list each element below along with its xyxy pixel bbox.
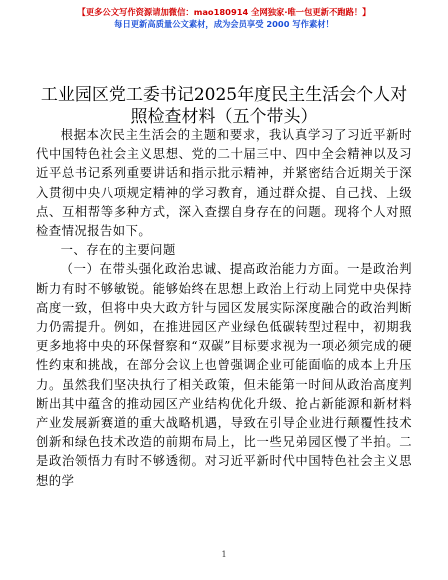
section-heading: 一、存在的主要问题 — [60, 243, 176, 258]
document-title: 工业园区党工委书记2025年度民主生活会个人对照检查材料（五个带头） — [40, 85, 408, 127]
promo-line-blue: 每日更新高质量公文素材，成为会员享受 2000 写作素材！ — [114, 19, 334, 29]
promo-banner — [0, 6, 448, 30]
document-body — [36, 126, 412, 491]
page-number: 1 — [221, 550, 227, 559]
body-paragraph: （一）在带头强化政治忠诚、提高政治能力方面。一是政治判断力有时不够敏锐。能够始终在思想上政治上行动上同党中央保持高度一致，但将中央大政方针与园区发展实际深度融合的政治判断力仍需提升。例如，在推进园区产业绿色低碳转型过程中，初期我更多地将中央的环保督察和“双碳”目标要求视为一项必须完成的硬性约束和挑战，在部分会议上也曾强调企业可能面临的成本上升压力。虽然我们坚决执行了相关政策，但未能第一时间从政治高度判断出其中蕴含的推动园区产业结构优化升级、抢占新能源和新材料产业发展新赛道的重大战略机遇，导致在引导企业进行颠覆性技术创新和绿色技术改造的前期布局上，比一些兄弟园区慢了半拍。二是政治领悟力有时不够透彻。对习近平新时代中国特色社会主义思想的学 — [36, 262, 412, 488]
promo-line-red: 【更多公文写作资源请加微信：mao180914 全网独家·唯一包更新不跑路！】 — [77, 7, 371, 17]
intro-paragraph: 根据本次民主生活会的主题和要求，我认真学习了习近平新时代中国特色社会主义思想、党的二十届三中、四中全会精神以及习近平总书记系列重要讲话和指示批示精神，并紧密结合近期关于深入贯彻中央八项规定精神的学习教育，通过群众提、自己找、上级点、互相帮等多种方式，深入查摆自身存在的问题。现将个人对照检查情况报告如下。 — [36, 128, 412, 239]
